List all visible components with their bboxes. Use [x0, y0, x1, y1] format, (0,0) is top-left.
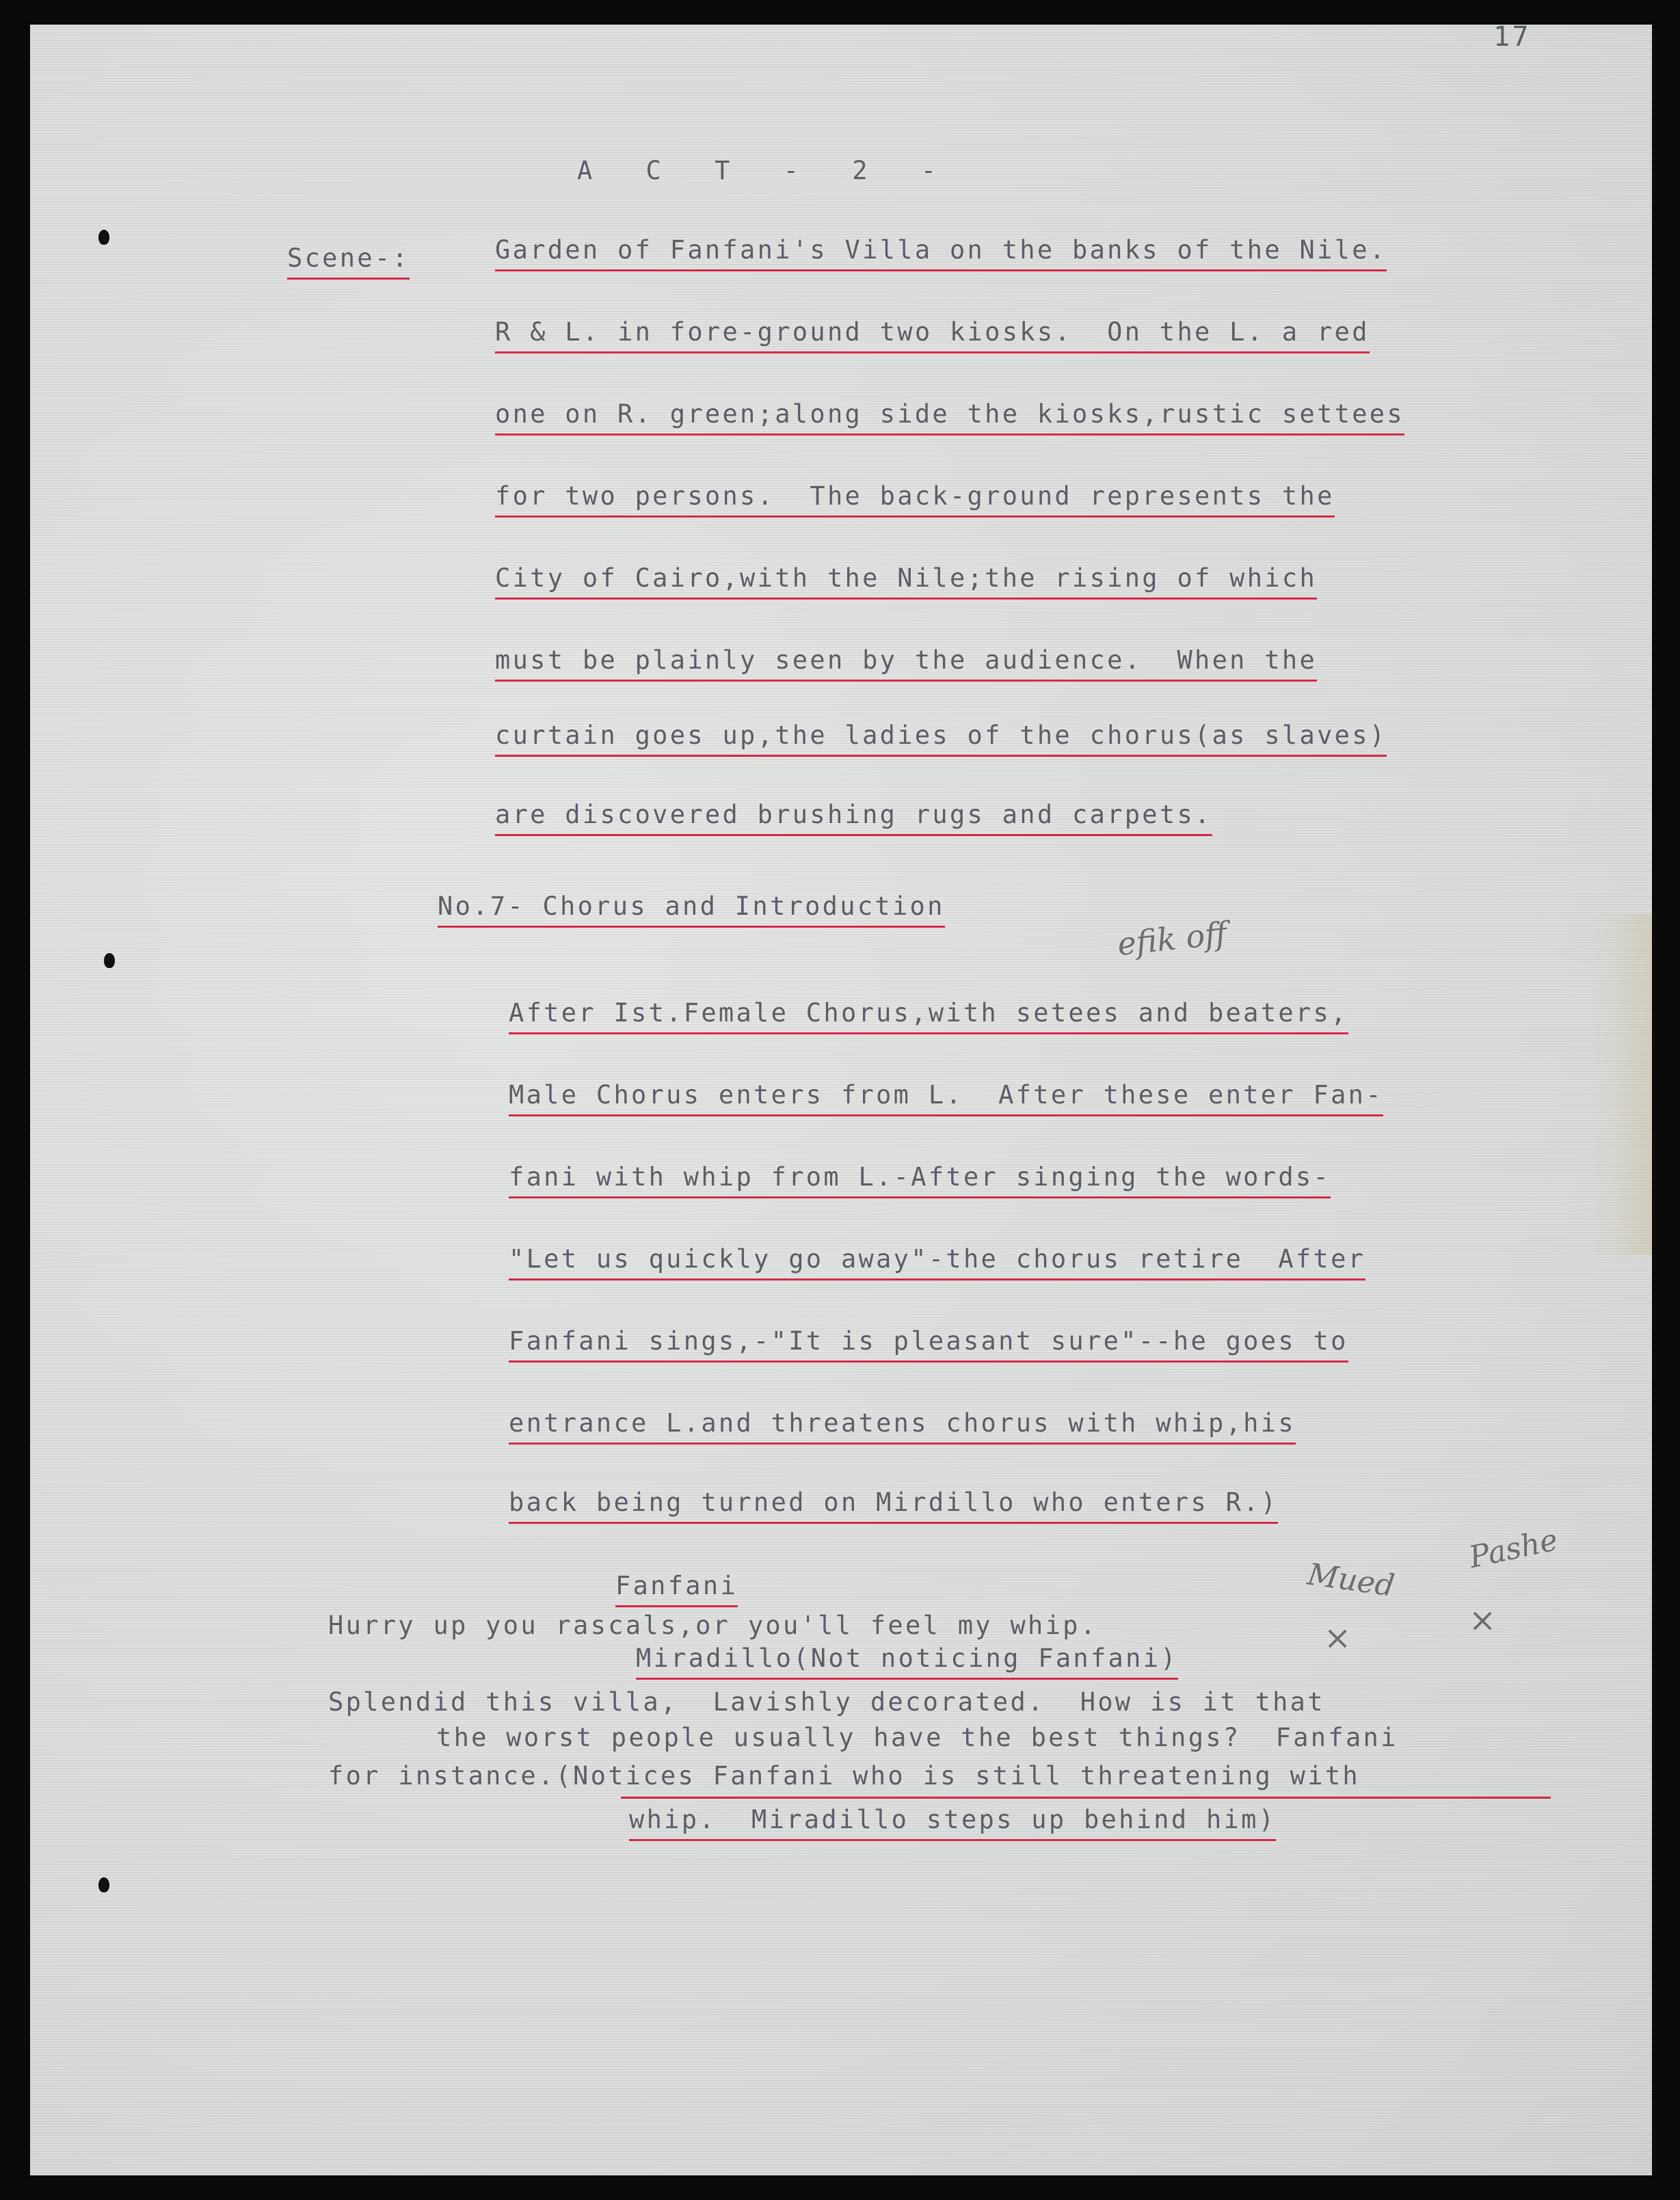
dialogue-line-fanfani: Hurry up you rascals,or you'll feel my whip. — [328, 1611, 1098, 1640]
act-heading: A C T - 2 - — [577, 156, 956, 185]
stage-direction-4: "Let us quickly go away"-the chorus retire After — [509, 1244, 1365, 1280]
scene-line-2: R & L. in fore-ground two kiosks. On the L. a red — [495, 317, 1370, 353]
dialogue-line-miradillo-4: whip. Miradillo steps up behind him) — [629, 1805, 1276, 1841]
punch-hole-top — [98, 230, 109, 245]
stage-direction-1: After Ist.Female Chorus,with setees and beaters, — [509, 998, 1348, 1034]
margin-note-left: Mued — [1305, 1557, 1397, 1604]
underline-notices — [621, 1797, 1551, 1799]
speaker-fanfani: Fanfani — [615, 1571, 738, 1607]
number-heading: No.7- Chorus and Introduction — [438, 891, 945, 928]
punch-hole-bottom — [98, 1877, 109, 1892]
margin-mark-x-right: × — [1469, 1601, 1497, 1639]
punch-hole-middle — [104, 953, 115, 968]
stage-direction-2: Male Chorus enters from L. After these enter Fan- — [509, 1080, 1383, 1116]
typescript-page — [30, 21, 1652, 2175]
dialogue-line-miradillo-2: the worst people usually have the best things? Fanfani — [436, 1723, 1398, 1752]
scene-line-8: are discovered brushing rugs and carpets. — [495, 800, 1212, 836]
scene-line-7: curtain goes up,the ladies of the chorus(as slaves) — [495, 721, 1387, 757]
stage-direction-5: Fanfani sings,-"It is pleasant sure"--he goes to — [509, 1326, 1348, 1363]
stage-direction-6: entrance L.and threatens chorus with whip,his — [509, 1408, 1296, 1445]
stage-direction-3: fani with whip from L.-After singing the words- — [509, 1162, 1331, 1198]
margin-note-handwritten: efik off — [1115, 914, 1229, 963]
scene-line-5: City of Cairo,with the Nile;the rising of which — [495, 563, 1317, 600]
margin-mark-x-left: × — [1324, 1619, 1352, 1657]
scene-line-3: one on R. green;along side the kiosks,rustic settees — [495, 399, 1404, 435]
scene-line-6: must be plainly seen by the audience. When the — [495, 645, 1317, 682]
dialogue-line-miradillo-1: Splendid this villa, Lavishly decorated. How is it that — [328, 1687, 1325, 1717]
scene-line-1: Garden of Fanfani's Villa on the banks of the Nile. — [495, 235, 1387, 271]
scene-line-4: for two persons. The back-ground represents the — [495, 481, 1335, 518]
scene-label: Scene-: — [287, 243, 410, 280]
speaker-miradillo: Miradillo(Not noticing Fanfani) — [636, 1644, 1178, 1680]
page-number: 17 — [1493, 21, 1531, 53]
stage-direction-7: back being turned on Mirdillo who enters R.) — [509, 1488, 1278, 1524]
margin-note-right: Pashe — [1466, 1522, 1561, 1576]
dialogue-line-miradillo-3: for instance.(Notices Fanfani who is still threatening with — [328, 1761, 1360, 1790]
